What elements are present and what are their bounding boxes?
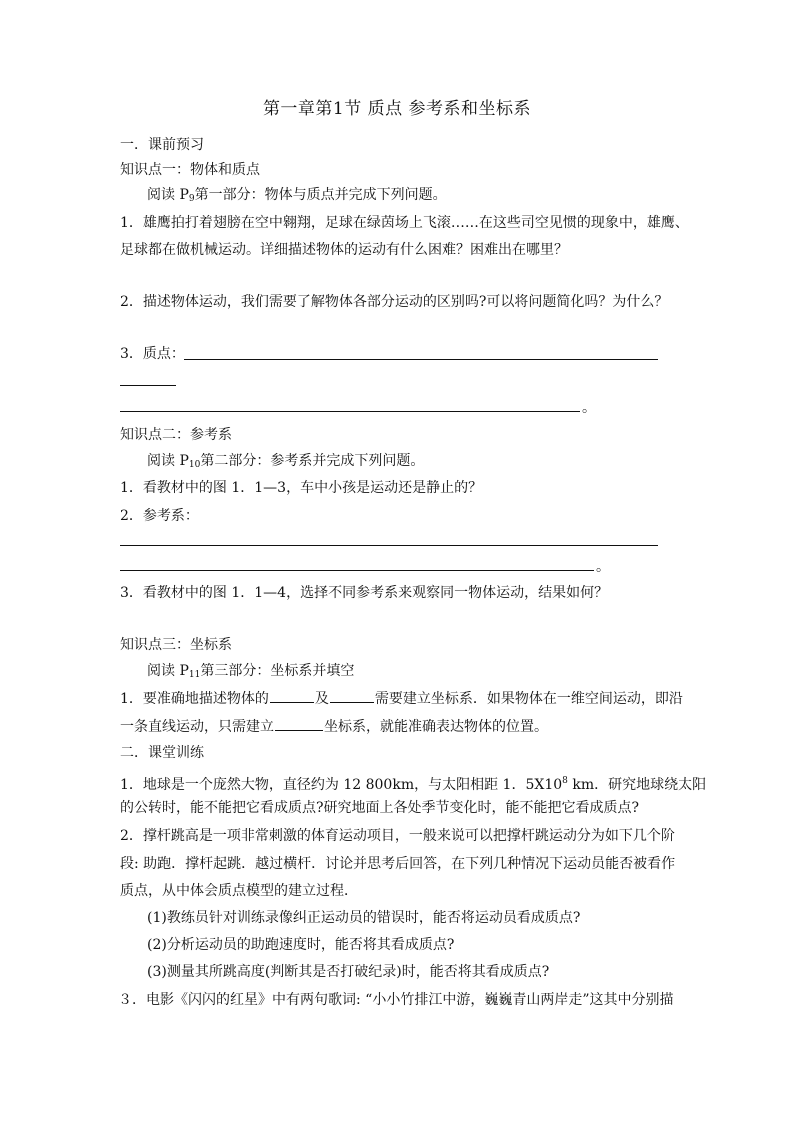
answer-line[interactable] [184, 359, 658, 360]
practice-question-2-line-2: 段: 助跑．撑杆起跳．越过横杆．讨论并思考后回答，在下列几种情况下运动员能否被看作 [120, 856, 676, 872]
answer-line[interactable] [120, 411, 580, 412]
k2-question-1: 1．看教材中的图 1．1—3，车中小孩是运动还是静止的？ [120, 480, 483, 496]
k1-question-3-label: 3．质点： [120, 346, 185, 362]
knowledge-point-2-heading: 知识点二：参考系 [120, 427, 232, 443]
answer-line[interactable] [120, 545, 658, 546]
k2-reading-instruction: 阅读 $P_{10}$第二部分：参考系并完成下列问题。 [147, 453, 425, 470]
k1-question-2: 2．描述物体运动，我们需要了解物体各部分运动的区别吗?可以将问题简化吗？为什么？ [120, 294, 669, 310]
end-period: 。 [582, 400, 596, 416]
end-period: 。 [596, 559, 610, 575]
answer-line[interactable] [120, 385, 176, 386]
k3-question-1-line-1: 1．要准确地描述物体的 及 需要建立坐标系．如果物体在一维空间运动，即沿 [120, 688, 683, 709]
practice-question-1-line-1: 1．地球是一个庞然大物，直径约为 12 800km，与太阳相距 1．$5X10^8$ km．研究地球绕太阳 [120, 776, 707, 793]
k3-question-1-line-2: 一条直线运动，只需建立 坐标系，就能准确表达物体的位置。 [120, 716, 548, 737]
k2-question-3: 3．看教材中的图 1．1—4，选择不同参考系来观察同一物体运动，结果如何？ [120, 585, 609, 601]
practice-question-2-sub-1: (1)教练员针对训练录像纠正运动员的错误时，能否将运动员看成质点? [147, 910, 581, 926]
fill-blank[interactable] [275, 716, 323, 731]
practice-question-2-sub-2: (2)分析运动员的助跑速度时，能否将其看成质点? [147, 937, 455, 953]
practice-question-1-line-2: 的公转时，能不能把它看成质点?研究地面上各处季节变化时，能不能把它看成质点? [120, 800, 640, 816]
fill-blank[interactable] [330, 688, 374, 703]
practice-question-2-sub-3: (3)测量其所跳高度(判断其是否打破纪录)时，能否将其看成质点? [147, 964, 550, 980]
page-title: 第一章第1节 质点 参考系和坐标系 [262, 99, 532, 119]
practice-question-3: ３．电影《闪闪的红星》中有两句歌词: “小小竹排江中游，巍巍青山两岸走”这其中分别描 [118, 992, 674, 1008]
fill-blank[interactable] [270, 688, 314, 703]
knowledge-point-1-heading: 知识点一：物体和质点 [120, 162, 260, 178]
practice-question-2-line-1: 2．撑杆跳高是一项非常刺激的体育运动项目，一般来说可以把撑杆跳运动分为如下几个阶 [120, 828, 675, 844]
answer-line[interactable] [120, 570, 594, 571]
knowledge-point-3-heading: 知识点三：坐标系 [120, 637, 232, 653]
k1-question-1-line-2: 足球都在做机械运动。详细描述物体的运动有什么困难？困难出在哪里？ [120, 242, 568, 258]
k1-question-1-line-1: 1．雄鹰拍打着翅膀在空中翱翔，足球在绿茵场上飞滚……在这些司空见惯的现象中，雄鹰、 [120, 215, 689, 231]
k2-question-2-label: 2．参考系： [120, 508, 199, 524]
k3-reading-instruction: 阅读 $P_{11}$第三部分：坐标系并填空 [147, 663, 355, 680]
section-heading-preview: 一．课前预习 [120, 137, 204, 153]
section-heading-practice: 二．课堂训练 [120, 745, 204, 761]
practice-question-2-line-3: 质点，从中体会质点模型的建立过程． [120, 883, 358, 899]
k1-reading-instruction: 阅读 $P_9$第一部分：物体与质点并完成下列问题。 [147, 187, 447, 204]
